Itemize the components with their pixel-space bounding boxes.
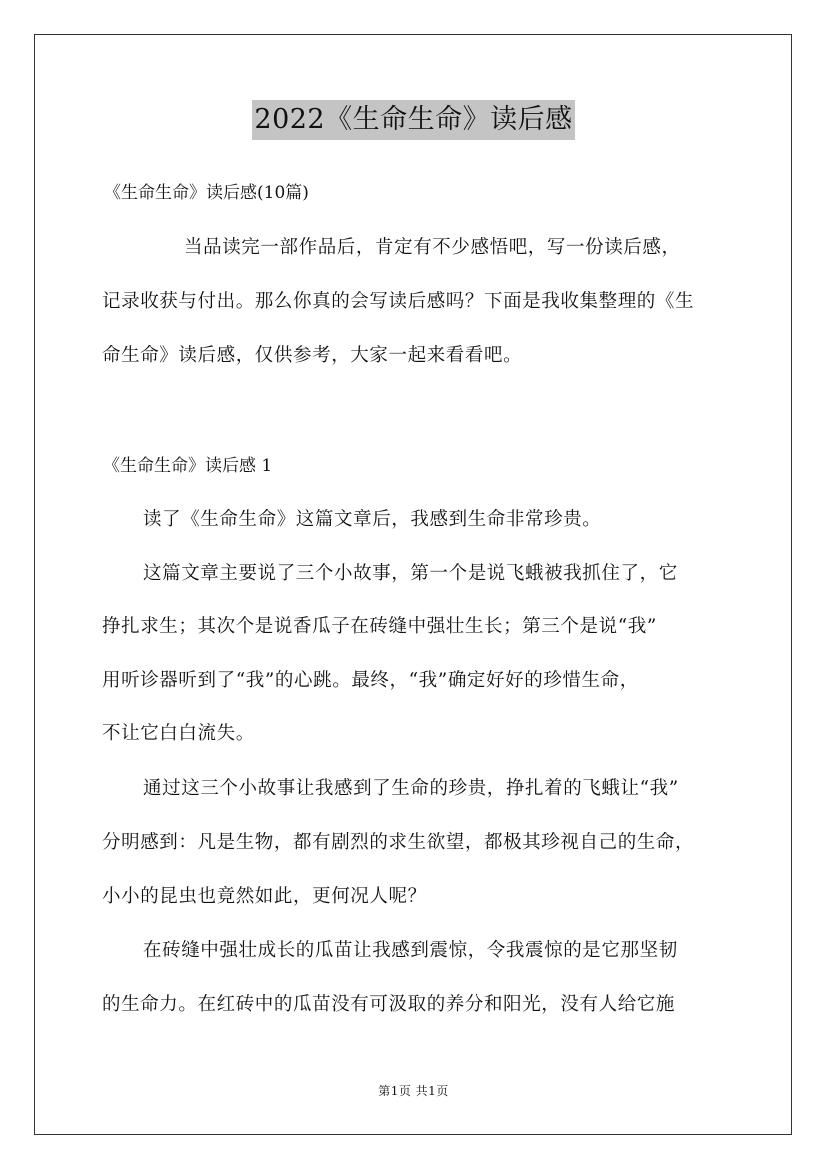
section-heading: 《生命生命》读后感 1 xyxy=(103,456,273,476)
body-line: 用听诊器听到了“我”的心跳。最终，“我”确定好好的珍惜生命， xyxy=(102,670,639,691)
intro-line: 记录收获与付出。那么你真的会写读后感吗？下面是我收集整理的《生 xyxy=(102,291,695,312)
body-line: 在砖缝中强壮成长的瓜苗让我感到震惊，令我震惊的是它那坚韧 xyxy=(143,940,678,961)
document-subtitle: 《生命生命》读后感(10篇) xyxy=(104,183,309,203)
body-line: 通过这三个小故事让我感到了生命的珍贵，挣扎着的飞蛾让“我” xyxy=(143,778,679,799)
body-line: 的生命力。在红砖中的瓜苗没有可汲取的养分和阳光，没有人给它施 xyxy=(102,994,676,1015)
body-line: 分明感到：凡是生物，都有剧烈的求生欲望，都极其珍视自己的生命， xyxy=(102,832,695,853)
page-footer: 第1页 共1页 xyxy=(378,1084,449,1098)
intro-line: 命生命》读后感，仅供参考，大家一起来看看吧。 xyxy=(102,345,523,366)
intro-line: 当品读完一部作品后，肯定有不少感悟吧，写一份读后感， xyxy=(184,237,681,258)
body-line: 这篇文章主要说了三个小故事，第一个是说飞蛾被我抓住了，它 xyxy=(143,563,678,584)
body-line: 挣扎求生；其次个是说香瓜子在砖缝中强壮生长；第三个是说“我” xyxy=(102,616,657,637)
document-title: 2022《生命生命》读后感 xyxy=(252,100,574,140)
body-line: 读了《生命生命》这篇文章后，我感到生命非常珍贵。 xyxy=(143,509,602,530)
body-line: 小小的昆虫也竟然如此，更何况人呢？ xyxy=(102,886,427,907)
body-line: 不让它白白流失。 xyxy=(102,723,255,744)
title-block xyxy=(0,100,827,140)
